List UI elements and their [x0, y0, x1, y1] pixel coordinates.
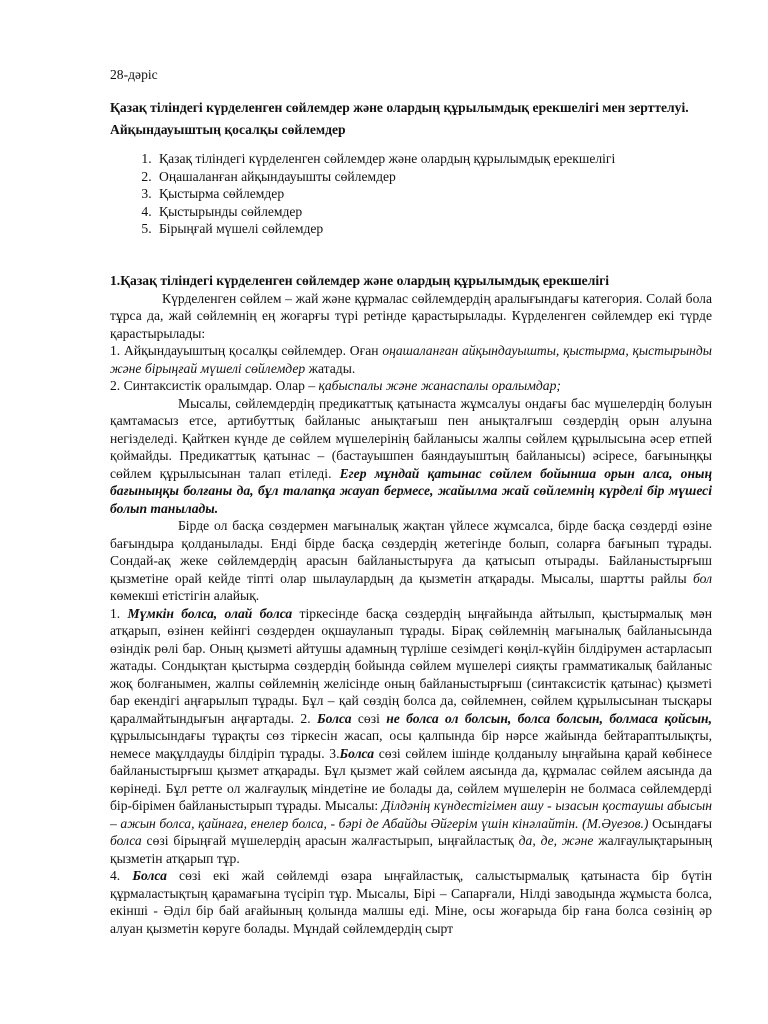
paragraph [110, 395, 712, 518]
paragraph-text: 4. [110, 868, 133, 883]
italic-text: бол [692, 570, 712, 586]
italic-text: оңашаланған айқындауышты, қыстырма, қыстырынды және бірыңғай мүшелі сөйлемдер [110, 343, 712, 376]
paragraph-text: жалғаулықтарының қызметін атқарып тұр. [110, 833, 712, 866]
page-title: Қазақ тіліндегі күрделенген сөйлемдер және олардың құрылымдық ерекшелігі мен зерттелуі. Айқындауыштың қосалқы сөйлемдер [110, 100, 689, 137]
topic-list [138, 150, 715, 238]
bold-italic-text: Мүмкін болса, олай болса [127, 605, 293, 621]
paragraph-text: сөзі [351, 710, 387, 726]
paragraph-text: тіркесінде басқа сөздердің ыңғайында айтылып, қыстырмалық мән атқарып, өзінен кейінгі сөздерден оқшауланып тұрады. Бірақ сөйлемнің мағыналық байланысында өзіндік рөлі бар. Оның қызметі айтушы адамның түрліше сезімдегі көңіл-күйін білдірумен астарласып жатады. Сондықтан қыстырма сөздердің бойында сөйлем мүшелері сияқты грамматикалық байланыс жоқ болғанымен, жалпы сөйлемнің желісінде оның байланыстырғыш (синтаксистік қатынас) қызметі бар екендігі аңғарылып тұрады. Бұл – қай сөздің болса да, сөйлемнен, сөйлем құрылысынан тысқары қаралмайтындығын аңғартады. 2. [110, 605, 712, 726]
italic-text: қабыспалы және жанаспалы оралымдар; [318, 378, 561, 393]
paragraph-text: құрылысындағы тұрақты сөз тіркесін жасап, осы қалпында бір нәрсе жайында бейтараптылықты, немесе мақұлдауды білдіріп тұрады. 3. [110, 728, 712, 761]
paragraph-text: 1. [110, 605, 128, 621]
topic-item: 5. Бірыңғай мүшелі сөйлемдер [155, 220, 715, 238]
paragraph [110, 290, 712, 343]
italic-text: да, де, және [518, 833, 594, 848]
paragraph-text: 1. Айқындауыштың қосалқы сөйлемдер. Оған [110, 343, 383, 358]
paragraph [110, 867, 712, 937]
topic-item: 1. Қазақ тіліндегі күрделенген сөйлемдер және олардың құрылымдық ерекшелігі [155, 150, 715, 168]
paragraph-text: 2. Синтаксистік оралымдар. Олар – [110, 378, 319, 393]
paragraph [110, 605, 712, 868]
section-1 [110, 272, 712, 937]
bold-italic-text: Болса [316, 710, 352, 726]
paragraph [110, 342, 712, 377]
italic-text: болса [110, 833, 142, 848]
paragraph [110, 517, 712, 605]
paragraph [110, 377, 712, 395]
italic-text: Ділдәнің күндестігімен ашу - ызасын қостаушы абысын – ажын болса, қайнаға, енелер болса, - бәрі де Абайды Әйгерім үшін кінәлайтін. (М.Әуезов.) [110, 798, 712, 831]
topic-item: 4. Қыстырынды сөйлемдер [155, 203, 715, 221]
bold-italic-text: Егер мұндай қатынас сөйлем бойынша орын алса, оның бағыныңқы болғаны да, бұл талапқа жауап бермесе, жайылма жай сөйлемнің күрделі бір мүшесі болып танылады. [110, 465, 712, 516]
paragraph-text: Мысалы, сөйлемдердің предикаттық қатынаста жұмсалуы ондағы бас мүшелердің болуын қамтамасыз етсе, артибуттық байланыс анықтағыш пен анықталғыш сөздердің орын алуына негізделеді. Қайткен күнде де сөйлем мүшелерінің байланысы жалпы сөйлем құрылысына әсер етпей қоймайды. Предикаттық қатынас – (бастауышпен баяндауыштың байланысы) әсіресе, бағыныңқы сөйлем құрылысынан талап етіледі. [110, 395, 712, 481]
paragraph-text: Осындағы [648, 815, 712, 831]
paragraph-text: жатады. [305, 360, 356, 376]
bold-italic-text: Болса [339, 745, 375, 761]
paragraph-text: сөзі сөйлем ішінде қолданылу ыңғайына қарай көбінесе байланыстырғыш қызмет атқарады. Бұл қызмет жай сөйлем аясында да, құрмалас сөйлем аясында да көрінеді. Бұл ретте ол жалғаулық міндетіне ие болады да, сөйлем мүшелерін не болмаса сөйлемдерді бір-бірімен байланыстырып тұрады. Мысалы: [110, 745, 712, 813]
bold-italic-text: не болса ол болсын, болса болсын, болмаса қойсын, [386, 710, 712, 726]
bold-italic-text: Болса [132, 868, 167, 883]
section-heading: 1.Қазақ тіліндегі күрделенген сөйлемдер және олардың құрылымдық ерекшелігі [110, 273, 610, 288]
topic-item: 2. Оңашаланған айқындауышты сөйлемдер [155, 168, 715, 186]
paragraph-text: сөзі бірыңғай мүшелердің арасын жалғастырып, ыңғайластық [141, 833, 519, 848]
paragraph-text: сөзі екі жай сөйлемді өзара ыңғайластық, салыстырмалық қатынаста бір бүтін құрмаластықтың қарамағына түсіріп тұр. Мысалы, Бірі – Сапарғали, Нілді заводында жұмыста болса, екінші - Әділ бір бай ағайының қолында малшы еді. Міне, осы жоғарыда бір ғана болса сөзінің әр алуан қызметін көруге болады. Мұндай сөйлемдердің сырт [110, 868, 713, 936]
lecture-number: 28-дәріс [110, 67, 158, 82]
paragraph-text: Бірде ол басқа сөздермен мағыналық жақтан үйлесе жұмсалса, бірде басқа сөздерді өзіне бағындыра қолданылады. Енді бірде басқа сөздердің жетегінде болып, соларға бағынып тұрады. Сондай-ақ жеке сөйлемдердің арасын байланыстыруға да қатысып отырады. Байланыстырғыш қызметіне орай кейде тіпті олар шылаулардың да қызметін атқарады. Мысалы, шартты райлы [110, 518, 712, 586]
topic-item: 3. Қыстырма сөйлемдер [155, 185, 715, 203]
paragraph-text: Күрделенген сөйлем – жай және құрмалас сөйлемдердің аралығындағы категория. Солай бола тұрса да, жай сөйлемнің ең жоғарғы түрі ретінде қарастырылады. Күрделенген сөйлемдер екі түрде қарастырылады: [110, 290, 712, 341]
paragraph-text: көмекші етістігін алайық. [110, 588, 260, 603]
